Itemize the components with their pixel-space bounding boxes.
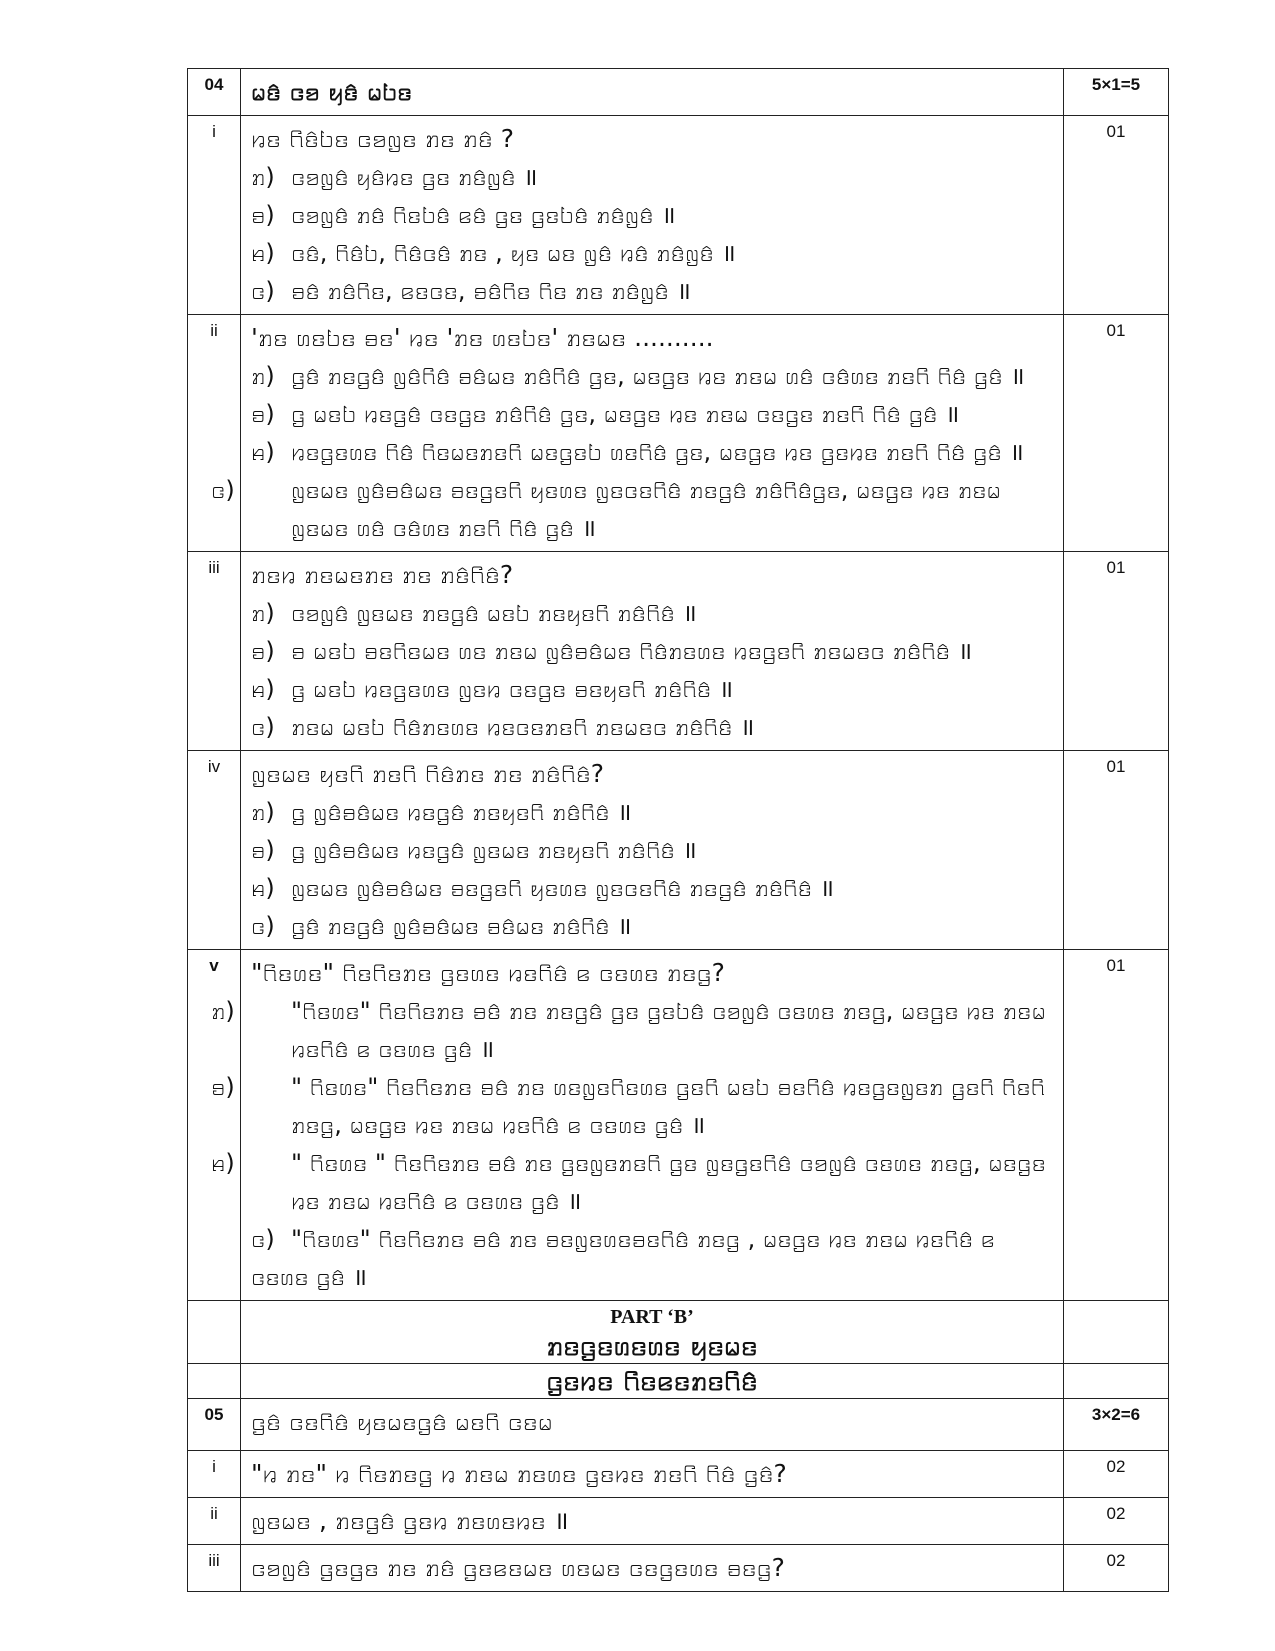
mcq-option: ꤊ) "ꤖꤢꤛꤢ" ꤖꤢꤖꤢꤊꤢ ꤋꤢꤨ ꤊꤢ ꤊꤢꤞꤢꤨ ꤞꤢ ꤞꤢꤝꤢꤨ ꤍꤤꤜꤢꤨ ꤍꤢꤛꤢ ꤊꤢꤞ, ꤗꤢꤞꤢ ꤙꤢ ꤊꤢꤗ ꤙꤢꤖꤢꤨ ꤕ ꤍꤢꤛꤢ ꤞꤢꤨ ॥ bbox=[211, 997, 1046, 1063]
mcq-option: ꤌ) ꤙꤢꤞꤢꤛꤢ ꤖꤢꤨ ꤖꤢꤗꤢꤊꤢꤖ ꤗꤢꤞꤢꤝ ꤛꤢꤖꤢꤨ ꤞꤢ, ꤗꤢꤞꤢ ꤙꤢ ꤞꤢꤙꤢ ꤊꤢꤖ ꤖꤢꤨ ꤞꤢꤨ ॥ bbox=[251, 438, 1024, 466]
part-b-header-row bbox=[188, 1301, 1169, 1364]
mcq-option: ꤋ) ꤋ ꤗꤢꤝ ꤋꤢꤖꤢꤗꤢ ꤛꤢ ꤊꤢꤗ ꤜꤢꤨꤋꤢꤨꤗꤢ ꤖꤢꤨꤊꤢꤛꤢ ꤙꤢꤞꤢꤖ ꤊꤢꤗꤢꤍ ꤊꤢꤨꤖꤢꤨ ॥ bbox=[251, 637, 973, 665]
question-table bbox=[187, 68, 1169, 1592]
mcq-row bbox=[188, 116, 1169, 315]
mcq-option: ꤊ) ꤍꤤꤜꤢꤨ ꤜꤢꤗꤢ ꤊꤢꤞꤢꤨ ꤗꤢꤝ ꤊꤢꤟꤢꤖ ꤊꤢꤨꤖꤢꤨ ॥ bbox=[251, 599, 697, 627]
part-label: PART ‘B’ bbox=[610, 1306, 694, 1328]
item-number: i bbox=[188, 1451, 241, 1498]
mcq-option: ꤋ) ꤞ ꤗꤢꤝ ꤙꤢꤞꤢꤨ ꤍꤢꤞꤢ ꤊꤢꤨꤖꤢꤨ ꤞꤢ, ꤗꤢꤞꤢ ꤙꤢ ꤊꤢꤗ ꤍꤢꤞꤢ ꤊꤢꤖ ꤖꤢꤨ ꤞꤢꤨ ॥ bbox=[251, 400, 960, 428]
item-marks: 02 bbox=[1064, 1498, 1169, 1545]
mcq-question: ꤊꤢꤙ ꤊꤢꤗꤢꤊꤢ ꤊꤢ ꤊꤢꤨꤖꤢꤨ? bbox=[251, 560, 514, 589]
short-question: ꤜꤢꤗꤢ , ꤊꤢꤞꤢꤨ ꤞꤢꤙ ꤊꤢꤛꤢꤙꤢ ॥ bbox=[251, 1506, 569, 1535]
section-title: ꤞꤢꤙꤢ ꤖꤢꤕꤢꤊꤢꤖꤢꤨ bbox=[546, 1364, 758, 1397]
mcq-option: ꤋ) ꤞ ꤜꤢꤨꤋꤢꤨꤗꤢ ꤙꤢꤞꤢꤨ ꤜꤢꤗꤢ ꤊꤢꤟꤢꤖ ꤊꤢꤨꤖꤢꤨ ॥ bbox=[251, 836, 697, 864]
short-question-row bbox=[188, 1498, 1169, 1545]
mcq-row bbox=[188, 315, 1169, 552]
mcq-option: ꤍ) ꤜꤢꤗꤢ ꤜꤢꤨꤋꤢꤨꤗꤢ ꤋꤢꤞꤢꤖ ꤟꤢꤛꤢ ꤜꤢꤍꤢꤖꤢꤨ ꤊꤢꤞꤢꤨ ꤊꤢꤨꤖꤢꤨꤞꤢ, ꤗꤢꤞꤢ ꤙꤢ ꤊꤢꤗ ꤜꤢꤗꤢ ꤛꤢꤨ ꤍꤢꤨꤛꤢ ꤊꤢꤖ ꤖꤢꤨ ꤞꤢꤨ ॥ bbox=[211, 476, 1001, 542]
item-marks: 01 bbox=[1064, 552, 1169, 751]
mcq-option: ꤌ) ꤍꤢꤨ, ꤖꤢꤨꤝ, ꤖꤢꤨꤍꤢꤨ ꤊꤢ , ꤟꤢ ꤗꤢ ꤜꤢꤨ ꤙꤢꤨ ꤊꤢꤨꤜꤢꤨ ॥ bbox=[251, 239, 736, 267]
short-question-row bbox=[188, 1451, 1169, 1498]
question-marks: 5×1=5 bbox=[1064, 69, 1169, 116]
mcq-option: ꤊ) ꤍꤤꤜꤢꤨ ꤟꤢꤨꤙꤢ ꤞꤢ ꤊꤢꤨꤜꤢꤨ ॥ bbox=[251, 163, 538, 191]
mcq-question: 'ꤊꤢ ꤛꤢꤝꤢ ꤋꤢ' ꤙꤢ 'ꤊꤢ ꤛꤢꤝꤢ' ꤊꤢꤗꤢ .......... bbox=[251, 323, 714, 352]
mcq-row bbox=[188, 552, 1169, 751]
short-question: ꤍꤤꤜꤢꤨ ꤞꤢꤞꤢ ꤊꤢ ꤊꤢꤨ ꤞꤢꤕꤢꤗꤢ ꤛꤢꤗꤢ ꤍꤢꤞꤢꤛꤢ ꤋꤢꤞ? bbox=[251, 1553, 785, 1582]
mcq-question: ꤙꤢ ꤖꤢꤨꤝꤢ ꤍꤤꤜꤢ ꤊꤢ ꤊꤢꤨ ? bbox=[251, 124, 515, 153]
mcq-question: ꤜꤢꤗꤢ ꤟꤢꤖ ꤊꤢꤖ ꤖꤢꤨꤊꤢ ꤊꤢ ꤊꤢꤨꤖꤢꤨ? bbox=[251, 759, 605, 788]
mcq-option: ꤍ) ꤞꤢꤨ ꤊꤢꤞꤢꤨ ꤜꤢꤨꤋꤢꤨꤗꤢ ꤋꤢꤨꤗꤢ ꤊꤢꤨꤖꤢꤨ ॥ bbox=[251, 912, 632, 940]
mcq-option: ꤊ) ꤞ ꤜꤢꤨꤋꤢꤨꤗꤢ ꤙꤢꤞꤢꤨ ꤊꤢꤟꤢꤖ ꤊꤢꤨꤖꤢꤨ ॥ bbox=[251, 798, 632, 826]
mcq-question: "ꤖꤢꤛꤢ" ꤖꤢꤖꤢꤊꤢ ꤞꤢꤛꤢ ꤙꤢꤖꤢꤨ ꤕ ꤍꤢꤛꤢ ꤊꤢꤞ? bbox=[251, 958, 725, 987]
short-question-row bbox=[188, 1545, 1169, 1592]
mcq-option: ꤍ) ꤊꤢꤗ ꤗꤢꤝ ꤖꤢꤨꤊꤢꤛꤢ ꤙꤢꤍꤢꤊꤢꤖ ꤊꤢꤗꤢꤍ ꤊꤢꤨꤖꤢꤨ ॥ bbox=[251, 713, 755, 741]
item-number: iv bbox=[188, 751, 241, 950]
item-marks: 02 bbox=[1064, 1545, 1169, 1592]
mcq-option: ꤌ) " ꤖꤢꤛꤢ " ꤖꤢꤖꤢꤊꤢ ꤋꤢꤨ ꤊꤢ ꤞꤢꤜꤢꤊꤢꤖ ꤞꤢ ꤜꤢꤞꤢꤖꤢꤨ ꤍꤤꤜꤢꤨ ꤍꤢꤛꤢ ꤊꤢꤞ, ꤗꤢꤞꤢ ꤙꤢ ꤊꤢꤗ ꤙꤢꤖꤢꤨ ꤕ ꤍꤢꤛꤢ ꤞꤢꤨ ॥ bbox=[211, 1149, 1046, 1215]
mcq-option: ꤌ) ꤜꤢꤗꤢ ꤜꤢꤨꤋꤢꤨꤗꤢ ꤋꤢꤞꤢꤖ ꤟꤢꤛꤢ ꤜꤢꤍꤢꤖꤢꤨ ꤊꤢꤞꤢꤨ ꤊꤢꤨꤖꤢꤨ ॥ bbox=[251, 874, 834, 902]
question-header-row bbox=[188, 1399, 1169, 1451]
item-number: ii bbox=[188, 315, 241, 552]
mcq-option: ꤊ) ꤞꤢꤨ ꤊꤢꤞꤢꤨ ꤜꤢꤨꤖꤢꤨ ꤋꤢꤨꤗꤢ ꤊꤢꤨꤖꤢꤨ ꤞꤢ, ꤗꤢꤞꤢ ꤙꤢ ꤊꤢꤗ ꤛꤢꤨ ꤍꤢꤨꤛꤢ ꤊꤢꤖ ꤖꤢꤨ ꤞꤢꤨ ॥ bbox=[251, 362, 1025, 390]
item-number: v bbox=[188, 950, 241, 1301]
question-header-row bbox=[188, 69, 1169, 116]
item-number: iii bbox=[188, 1545, 241, 1592]
mcq-option: ꤋ) " ꤖꤢꤛꤢ" ꤖꤢꤖꤢꤊꤢ ꤋꤢꤨ ꤊꤢ ꤛꤢꤜꤢꤖꤢꤛꤢ ꤞꤢꤖ ꤗꤢꤝ ꤋꤢꤖꤢꤨ ꤙꤢꤞꤢꤜꤢꤊ ꤞꤢꤖ ꤖꤢꤖ ꤊꤢꤞ, ꤗꤢꤞꤢ ꤙꤢ ꤊꤢꤗ ꤙꤢꤖꤢꤨ ꤕ ꤍꤢꤛꤢ ꤞꤢꤨ ॥ bbox=[211, 1073, 1045, 1139]
mcq-option: ꤍ) "ꤖꤢꤛꤢ" ꤖꤢꤖꤢꤊꤢ ꤋꤢꤨ ꤊꤢ ꤋꤢꤜꤢꤛꤢꤋꤢꤖꤢꤨ ꤊꤢꤞ , ꤗꤢꤞꤢ ꤙꤢ ꤊꤢꤗ ꤙꤢꤖꤢꤨ ꤕ ꤍꤢꤛꤢ ꤞꤢꤨ ॥ bbox=[251, 1225, 996, 1291]
question-number: 04 bbox=[188, 69, 241, 116]
item-number: iii bbox=[188, 552, 241, 751]
item-marks: 02 bbox=[1064, 1451, 1169, 1498]
mcq-row bbox=[188, 950, 1169, 1301]
item-marks: 01 bbox=[1064, 751, 1169, 950]
short-question: "ꤙ ꤊꤢ" ꤙ ꤖꤢꤊꤢꤞ ꤙ ꤊꤢꤗ ꤊꤢꤛꤢ ꤞꤢꤙꤢ ꤊꤢꤖ ꤖꤢꤨ ꤞꤢꤨ? bbox=[251, 1459, 787, 1488]
mcq-option: ꤌ) ꤞ ꤗꤢꤝ ꤙꤢꤞꤢꤛꤢ ꤜꤢꤙ ꤍꤢꤞꤢ ꤋꤢꤟꤢꤖ ꤊꤢꤨꤖꤢꤨ ॥ bbox=[251, 675, 734, 703]
section-title-row bbox=[188, 1364, 1169, 1399]
mcq-row bbox=[188, 751, 1169, 950]
question-number: 05 bbox=[188, 1399, 241, 1451]
item-marks: 01 bbox=[1064, 116, 1169, 315]
question-heading: ꤞꤢꤨ ꤍꤢꤖꤢꤨ ꤟꤢꤗꤢꤞꤢꤨ ꤗꤢꤖ ꤍꤢꤗ bbox=[251, 1407, 553, 1436]
question-marks: 3×2=6 bbox=[1064, 1399, 1169, 1451]
item-number: i bbox=[188, 116, 241, 315]
mcq-option: ꤋ) ꤍꤤꤜꤢꤨ ꤊꤢꤨ ꤖꤢꤝꤢꤨ ꤕꤢꤨ ꤞꤢ ꤞꤢꤝꤢꤨ ꤊꤢꤨꤜꤢꤨ ॥ bbox=[251, 201, 676, 229]
item-marks: 01 bbox=[1064, 315, 1169, 552]
item-marks: 01 bbox=[1064, 950, 1169, 1301]
item-number: ii bbox=[188, 1498, 241, 1545]
part-subtitle: ꤊꤢꤞꤢꤛꤢꤛꤢ ꤟꤢꤗꤢ bbox=[546, 1329, 758, 1362]
mcq-option: ꤍ) ꤋꤢꤨ ꤊꤢꤨꤖꤢ, ꤕꤢꤍꤢ, ꤋꤢꤨꤖꤢ ꤖꤢ ꤊꤢ ꤊꤢꤨꤜꤢꤨ ॥ bbox=[251, 277, 691, 305]
question-heading: ꤗꤢꤨ ꤍꤤ ꤟꤢꤨ ꤗꤝꤢ bbox=[251, 77, 413, 106]
